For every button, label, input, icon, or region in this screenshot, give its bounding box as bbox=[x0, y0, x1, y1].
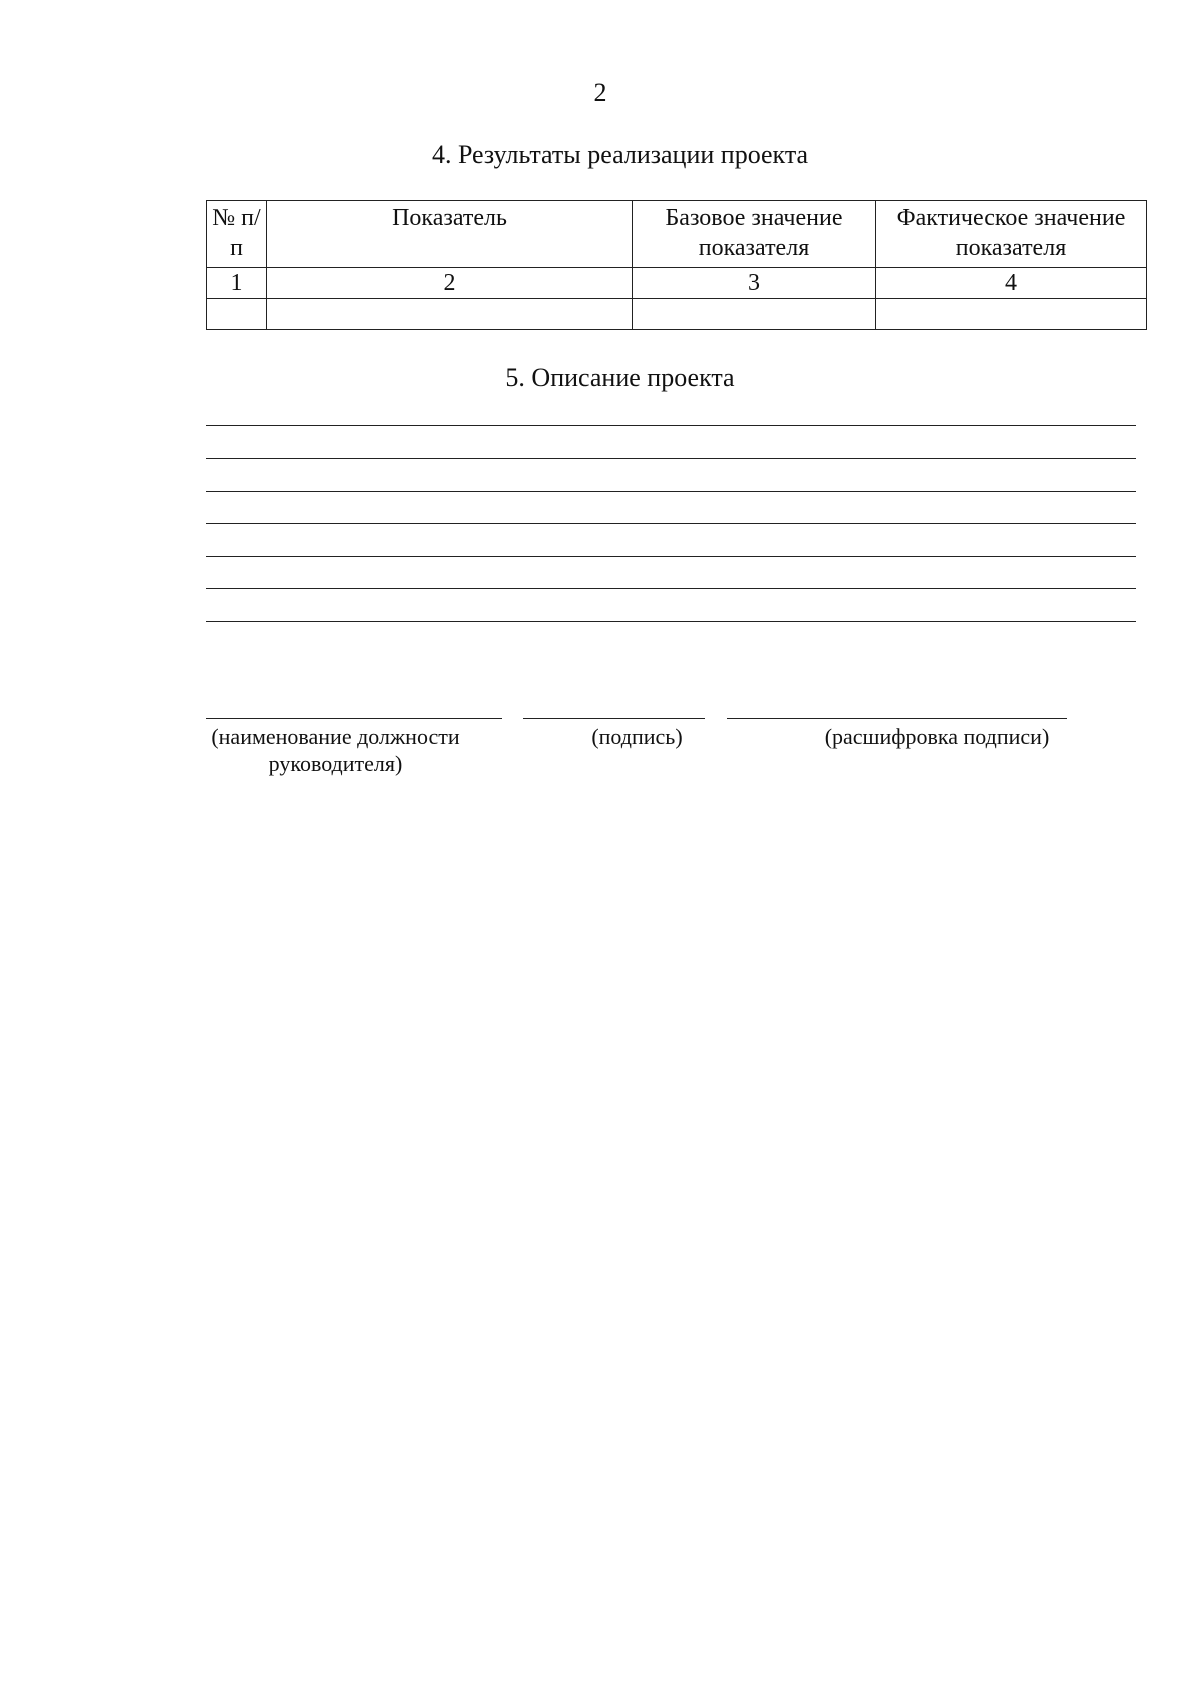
header-indicator: Показатель bbox=[267, 201, 633, 268]
column-number-2: 2 bbox=[267, 268, 633, 299]
section-4-title: 4. Результаты реализации проекта bbox=[431, 140, 809, 169]
results-table bbox=[206, 200, 1147, 330]
page-number: 2 bbox=[593, 78, 607, 107]
table-cell bbox=[876, 299, 1147, 330]
table-cell bbox=[207, 299, 267, 330]
position-line bbox=[206, 718, 502, 719]
signature-line bbox=[523, 718, 705, 719]
decoding-line bbox=[727, 718, 1067, 719]
table-cell bbox=[633, 299, 876, 330]
table-numbering-row bbox=[207, 268, 1147, 299]
table-cell bbox=[267, 299, 633, 330]
header-number: № п/п bbox=[207, 201, 267, 268]
signature-caption: (подпись) bbox=[591, 724, 683, 749]
table-row bbox=[207, 299, 1147, 330]
header-base-value: Базовое значение показателя bbox=[633, 201, 876, 268]
decoding-caption: (расшифровка подписи) bbox=[824, 724, 1050, 749]
column-number-4: 4 bbox=[876, 268, 1147, 299]
column-number-1: 1 bbox=[207, 268, 267, 299]
table-header-row bbox=[207, 201, 1147, 268]
description-line bbox=[206, 458, 1136, 459]
description-line bbox=[206, 425, 1136, 426]
column-number-3: 3 bbox=[633, 268, 876, 299]
description-line bbox=[206, 523, 1136, 524]
section-5-title: 5. Описание проекта bbox=[505, 363, 735, 392]
description-line bbox=[206, 588, 1136, 589]
position-caption: (наименование должности руководителя) bbox=[211, 724, 460, 776]
description-line bbox=[206, 556, 1136, 557]
description-line bbox=[206, 621, 1136, 622]
header-actual-value: Фактическое значение показателя bbox=[876, 201, 1147, 268]
description-line bbox=[206, 491, 1136, 492]
